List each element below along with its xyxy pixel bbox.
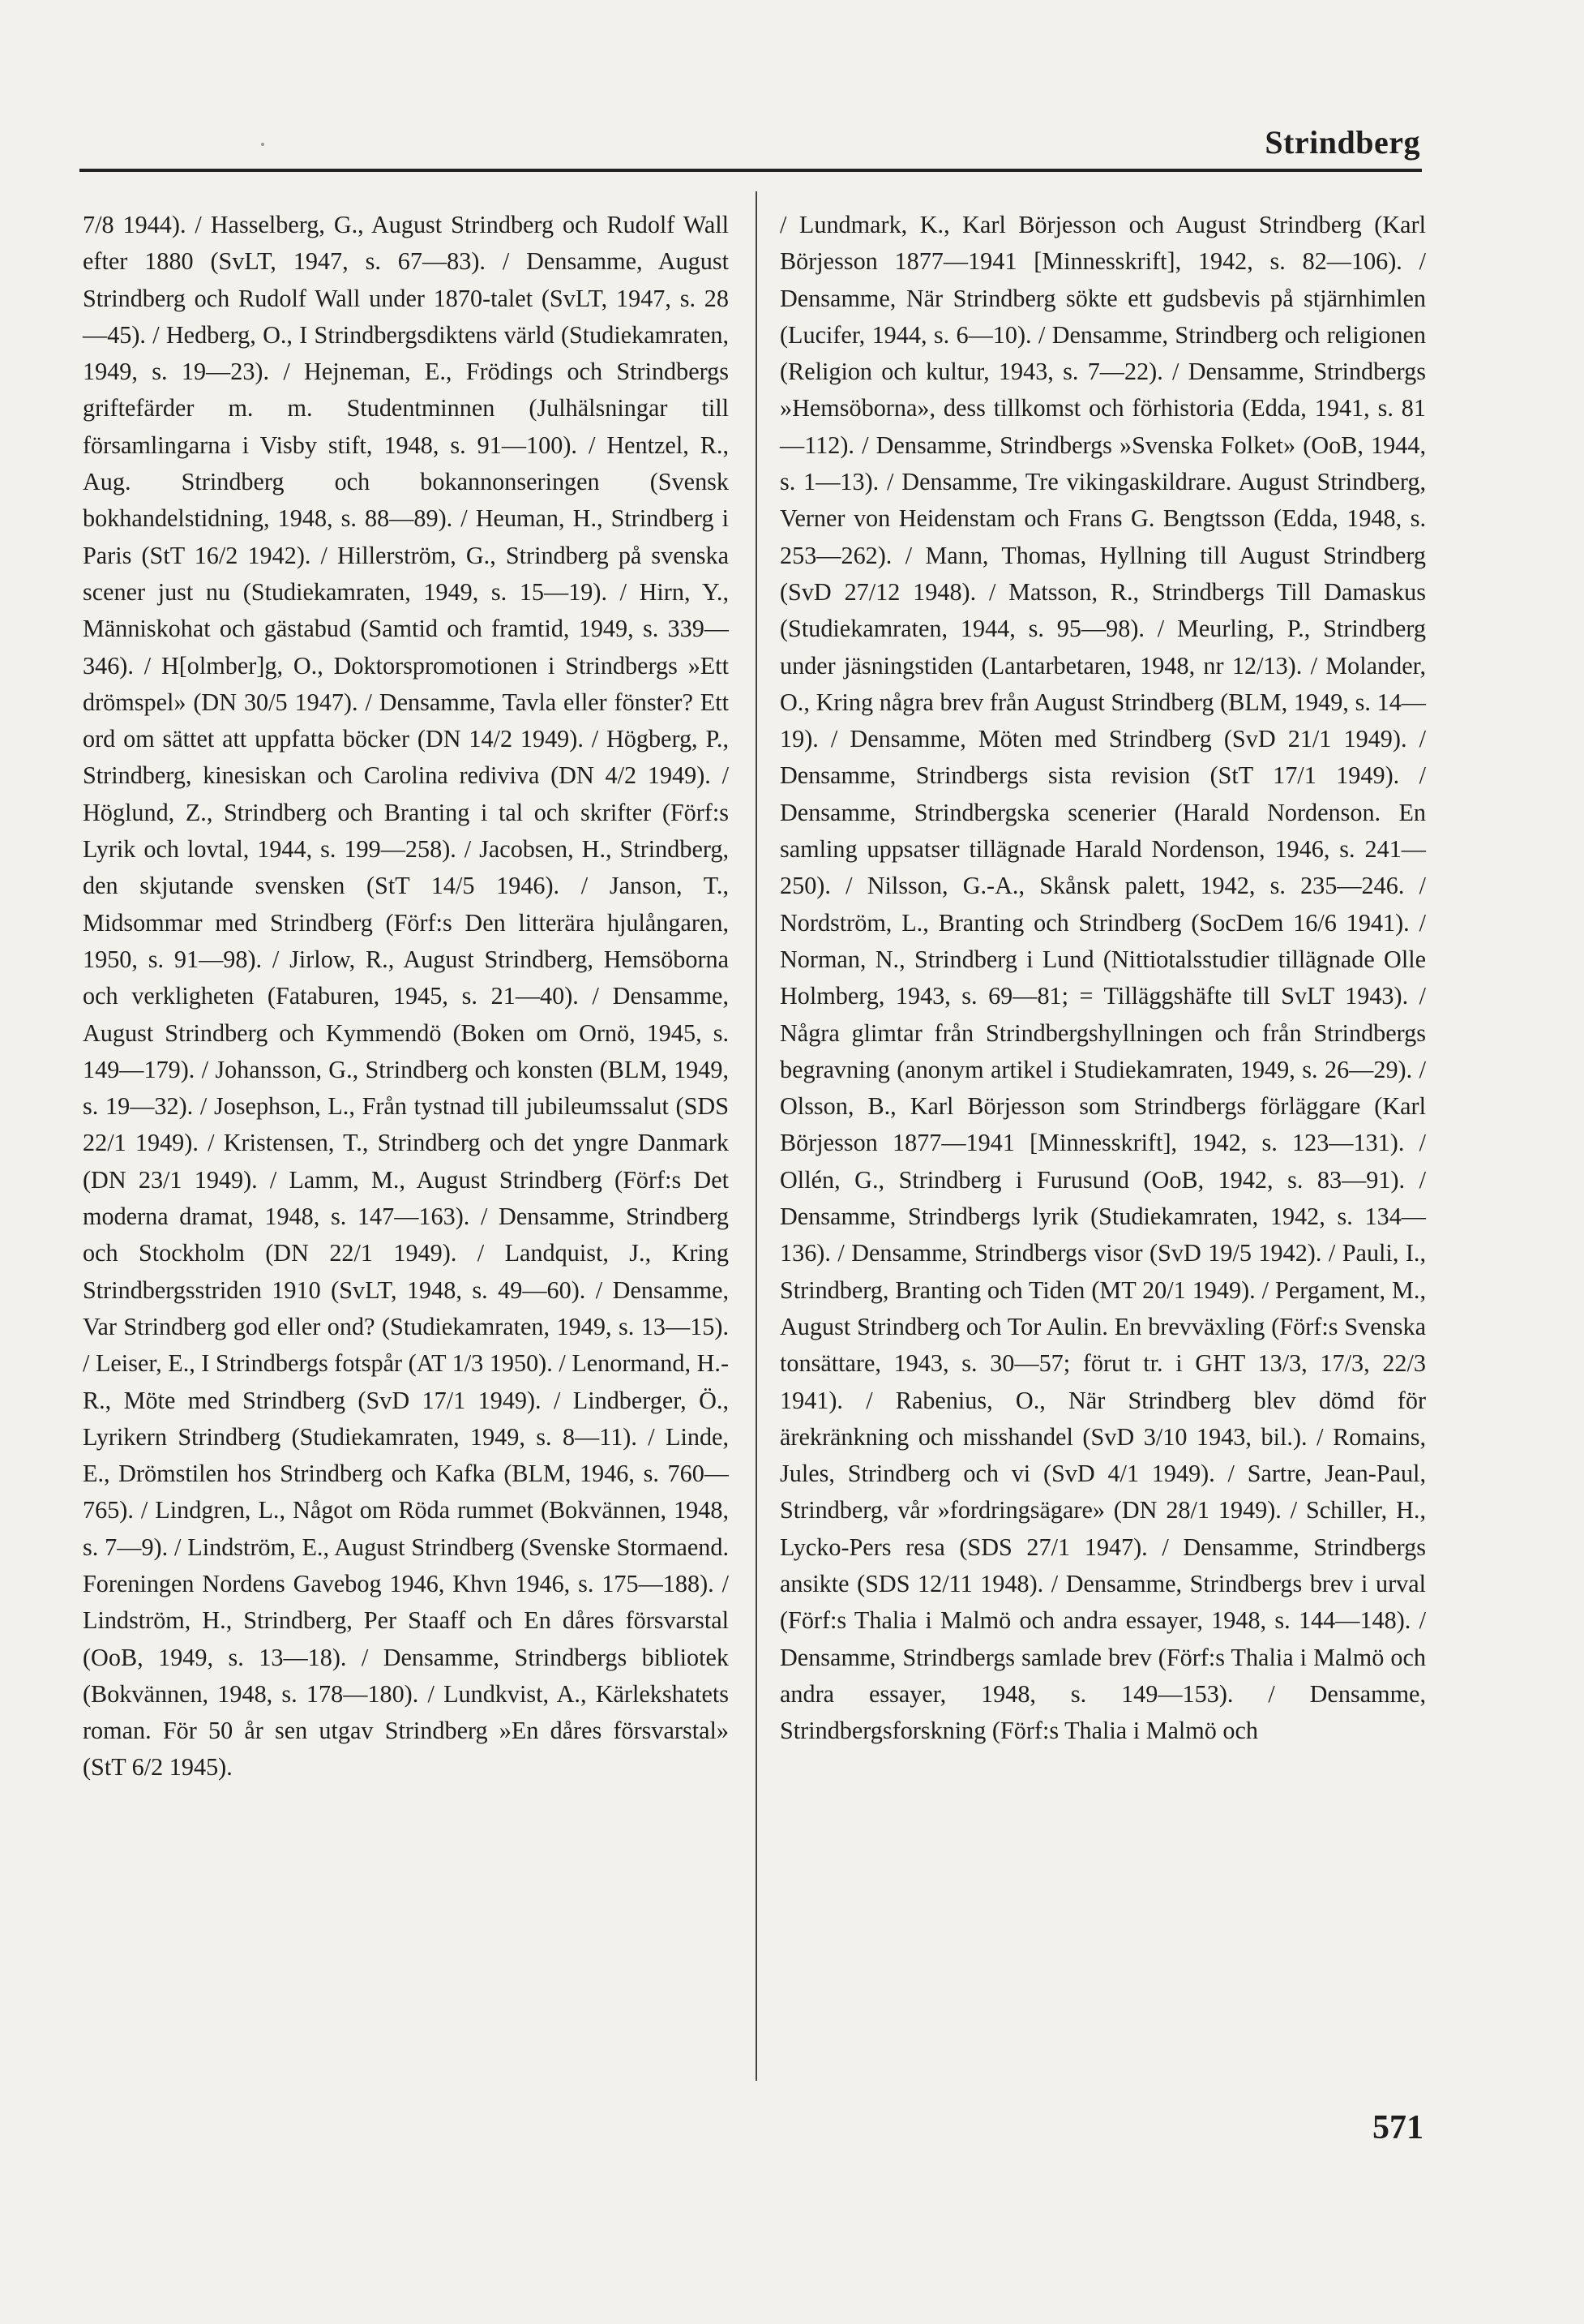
bibliography-column-right: / Lundmark, K., Karl Börjesson och August Strindberg (Karl Börjesson 1877—1941 [Minnesskrift], 1942, s. 82—106). / Densamme, När Strindberg sökte ett gudsbevis på stjärnhimlen (Lucifer, 1944, s. 6—10). / Densamme, Strindberg och religionen (Religion och kultur, 1943, s. 7—22). / Densamme, Strindbergs »Hemsöborna», dess tillkomst och förhistoria (Edda, 1941, s. 81—112). / Densamme, Strindbergs »Svenska Folket» (OoB, 1944, s. 1—13). / Densamme, Tre vikingaskildrare. August Strindberg, Verner von Heidenstam och Frans G. Bengtsson (Edda, 1948, s. 253—262). / Mann, Thomas, Hyllning till August Strindberg (SvD 27/12 1948). / Matsson, R., Strindbergs Till Damaskus (Studiekamraten, 1944, s. 95—98). / Meurling, P., Strindberg under jäsningstiden (Lantarbetaren, 1948, nr 12/13). / Molander, O., Kring några brev från August Strindberg (BLM, 1949, s. 14—19). / Densamme, Möten med Strindberg (SvD 21/1 1949). / Densamme, Strindbergs sista revision (StT 17/1 1949). / Densamme, Strindbergska scenerier (Harald Nordenson. En samling uppsatser tillägnade Harald Nordenson, 1946, s. 241—250). / Nilsson, G.-A., Skånsk palett, 1942, s. 235—246. / Nordström, L., Branting och Strindberg (SocDem 16/6 1941). / Norman, N., Strindberg i Lund (Nittiotalsstudier tillägnade Olle Holmberg, 1943, s. 69—81; = Tilläggshäfte till SvLT 1943). / Några glimtar från Strindbergshyllningen och från Strindbergs begravning (anonym artikel i Studiekamraten, 1949, s. 26—29). / Olsson, B., Karl Börjesson som Strindbergs förläggare (Karl Börjesson 1877—1941 [Minnesskrift], 1942, s. 123—131). / Ollén, G., Strindberg i Furusund (OoB, 1942, s. 83—91). / Densamme, Strindbergs lyrik (Studiekamraten, 1942, s. 134—136). / Densamme, Strindbergs visor (SvD 19/5 1942). / Pauli, I., Strindberg, Branting och Tiden (MT 20/1 1949). / Pergament, M., August Strindberg och Tor Aulin. En brevväxling (Förf:s Svenska tonsättare, 1943, s. 30—57; förut tr. i GHT 13/3, 17/3, 22/3 1941). / Rabenius, O., När Strindberg blev dömd för ärekränkning och misshandel (SvD 3/10 1943, bil.). / Romains, Jules, Strindberg och vi (SvD 4/1 1949). / Sartre, Jean-Paul, Strindberg, vår »fordringsägare» (DN 28/1 1949). / Schiller, H., Lycko-Pers resa (SDS 27/1 1947). / Densamme, Strindbergs ansikte (SDS 12/11 1948). / Densamme, Strindbergs brev i urval (Förf:s Thalia i Malmö och andra essayer, 1948, s. 144—148). / Densamme, Strindbergs samlade brev (Förf:s Thalia i Malmö och andra essayer, 1948, s. 149—153). / Densamme, Strindbergsforskning (Förf:s Thalia i Malmö och xyxy=(780,211,1426,1745)
bibliography-column-left: 7/8 1944). / Hasselberg, G., August Strindberg och Rudolf Wall efter 1880 (SvLT, 1947, s. 67—83). / Densamme, August Strindberg och Rudolf Wall under 1870-talet (SvLT, 1947, s. 28—45). / Hedberg, O., I Strindbergsdiktens värld (Studiekamraten, 1949, s. 19—23). / Hejneman, E., Frödings och Strindbergs griftefärder m. m. Studentminnen (Julhälsningar till församlingarna i Visby stift, 1948, s. 91—100). / Hentzel, R., Aug. Strindberg och bokannonseringen (Svensk bokhandelstidning, 1948, s. 88—89). / Heuman, H., Strindberg i Paris (StT 16/2 1942). / Hillerström, G., Strindberg på svenska scener just nu (Studiekamraten, 1949, s. 15—19). / Hirn, Y., Människohat och gästabud (Samtid och framtid, 1949, s. 339—346). / H[olmber]g, O., Doktorspromotionen i Strindbergs »Ett drömspel» (DN 30/5 1947). / Densamme, Tavla eller fönster? Ett ord om sättet att uppfatta böcker (DN 14/2 1949). / Högberg, P., Strindberg, kinesiskan och Carolina rediviva (DN 4/2 1949). / Höglund, Z., Strindberg och Branting i tal och skrifter (Förf:s Lyrik och lovtal, 1944, s. 199—258). / Jacobsen, H., Strindberg, den skjutande svensken (StT 14/5 1946). / Janson, T., Midsommar med Strindberg (Förf:s Den litterära hjulångaren, 1950, s. 91—98). / Jirlow, R., August Strindberg, Hemsöborna och verkligheten (Fataburen, 1945, s. 21—40). / Densamme, August Strindberg och Kymmendö (Boken om Ornö, 1945, s. 149—179). / Johansson, G., Strindberg och konsten (BLM, 1949, s. 19—32). / Josephson, L., Från tystnad till jubileumssalut (SDS 22/1 1949). / Kristensen, T., Strindberg och det yngre Danmark (DN 23/1 1949). / Lamm, M., August Strindberg (Förf:s Det moderna dramat, 1948, s. 147—163). / Densamme, Strindberg och Stockholm (DN 22/1 1949). / Landquist, J., Kring Strindbergsstriden 1910 (SvLT, 1948, s. 49—60). / Densamme, Var Strindberg god eller ond? (Studiekamraten, 1949, s. 13—15). / Leiser, E., I Strindbergs fotspår (AT 1/3 1950). / Lenormand, H.-R., Möte med Strindberg (SvD 17/1 1949). / Lindberger, Ö., Lyrikern Strindberg (Studiekamraten, 1949, s. 8—11). / Linde, E., Drömstilen hos Strindberg och Kafka (BLM, 1946, s. 760—765). / Lindgren, L., Något om Röda rummet (Bokvännen, 1948, s. 7—9). / Lindström, E., August Strindberg (Svenske Stormaend. Foreningen Nordens Gavebog 1946, Khvn 1946, s. 175—188). / Lindström, H., Strindberg, Per Staaff och En dåres försvarstal (OoB, 1949, s. 13—18). / Densamme, Strindbergs bibliotek (Bokvännen, 1948, s. 178—180). / Lundkvist, A., Kärlekshatets roman. För 50 år sen utgav Strindberg »En dåres försvarstal» (StT 6/2 1945). xyxy=(83,211,729,1782)
header-rule xyxy=(79,169,1422,172)
column-divider xyxy=(756,191,757,2081)
running-header: Strindberg xyxy=(1265,124,1420,161)
print-speck xyxy=(261,143,264,146)
page-number: 571 xyxy=(1372,2109,1423,2146)
